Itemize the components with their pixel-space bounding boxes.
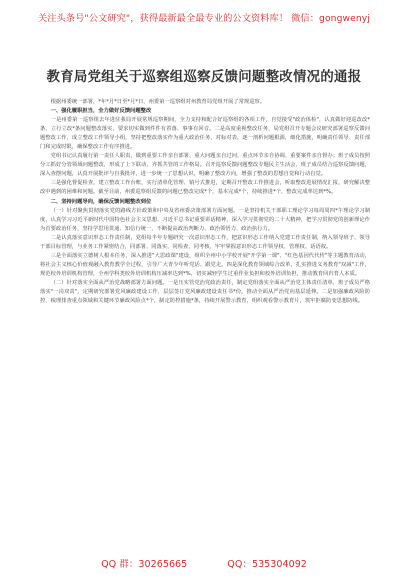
body-paragraph: 一是州委第一巡察组去年进驻我局开展常规巡察期间，全力支持和配合好巡察组的各项工作，自觉接受"政治体检"，认真做好迎巡改改*条、立行立改*条问题整改落实，要求切实做到件件有着落、事事有回音。二是高度重视整改任务，局党组召开专题会议研究部署巡察反馈问题整改工作，成立整改工作领导小组，坚持把整改落实作为重大政治任务，对标对表，逐一剖析问题根源，细化措施，明确责任领导、责任部门和完成时限，确保整改工作有序推进。: [40, 117, 370, 151]
body-paragraph: （二）针对落实全面从严治党战略部署方面问题。一是压实管党治党政治责任，制定党组落实全面从严治党主体责任清单，班子成员严格落实"一岗双责"，定期研究部署党风廉政建设工作，层层签订党风廉政建设责任书*份，推动全面从严治党向基层延伸。二是加强廉政风险防控，梳理排查重点领域和关键环节廉政风险点*个，制定防控措施*条，持续开展警示教育，组织观看警示教育片，筑牢拒腐防变思想防线。: [40, 279, 370, 305]
qq-group-number: QQ 群：30265665: [101, 559, 188, 570]
document-body: [40, 98, 370, 306]
qq-number: QQ：535304092: [227, 559, 307, 570]
body-paragraph: 三是全面落实立德树人根本任务，深入推进"大思政课"建设，组织全州中小学校开展"开学第一课"、"红色基因代代传"等主题教育活动，将社会主义核心价值观融入教育教学全过程，引导广大青少年听党话、跟党走。四是深化教育领域综合改革，扎实推进义务教育"双减"工作，规范校外培训机构管理，全州学科类校外培训机构压减率达到*%，切实减轻学生过重作业负担和校外培训负担，推动教育回归育人本质。: [40, 252, 370, 277]
body-paragraph: 三是强化督促检查，建立整改工作台账，实行清单化管理、销号式推进，定期召开整改工作推进会，听取整改进展情况汇报，研究解决整改中遇到的困难和问题。截至目前，州委巡察组反馈的问题已整改完成*个，基本完成*个，持续推进*个，整改完成率达到*%。: [40, 180, 370, 196]
body-paragraph: 党组书记认真履行第一责任人职责，做到重要工作亲自部署、重大问题亲自过问、重点环节亲自协调、重要案件亲自督办；班子成员按照分工抓好分管领域问题整改，形成了上下联动、齐抓共管的工作格局。召开巡察反馈问题整改专题民主生活会，班子成员结合巡察反馈问题，深入查摆问题，认真开展批评与自我批评，进一步统一了思想认识，明确了整改方向，增强了整改的思想自觉和行动自觉。: [40, 153, 370, 178]
promo-banner-text: 关注头条号"公文研究"，获得最新最全最专业的公文资料库！ 微信：gongwenyj: [38, 13, 370, 24]
section-heading-1: 一、强化履职担当，全力做好反馈问题整改: [50, 108, 152, 115]
promo-banner: [0, 0, 408, 34]
intro-paragraph: 根据州委统一部署，*年*月*日至*月*日，州委第一巡察组对州教育局党组开展了常规巡察。: [50, 99, 266, 105]
body-paragraph: 二是认真落实意识形态工作责任制，党组每半年专题研究一次意识形态工作，把意识形态工作纳入党建工作责任制，纳入领导班子、领导干部目标管理，与业务工作紧密结合，同部署、同落实、同检查、同考核，牢牢掌握意识形态工作领导权、管理权、话语权。: [40, 234, 370, 250]
footer-contact: [0, 555, 408, 571]
section-heading-2: 二、坚持问题导向，确保反馈问题整改到位: [50, 198, 152, 205]
document-title: 教育局党组关于巡察组巡察反馈问题整改情况的通报: [46, 70, 362, 85]
body-paragraph: （一）针对聚焦贯彻落实党的路线方针政策和中央及省州委决策部署方面问题。一是坚持机关干部职工理论学习每周周四*午理论学习制度，认真学习习近平新时代中国特色社会主义思想、习近平总书记重要讲话精神，深入学习贯彻党的二十大精神，把学习贯彻党的创新理论作为首要政治任务，坚持学思用贯通、知信行统一，不断提高政治判断力、政治领悟力、政治执行力。: [40, 207, 370, 232]
